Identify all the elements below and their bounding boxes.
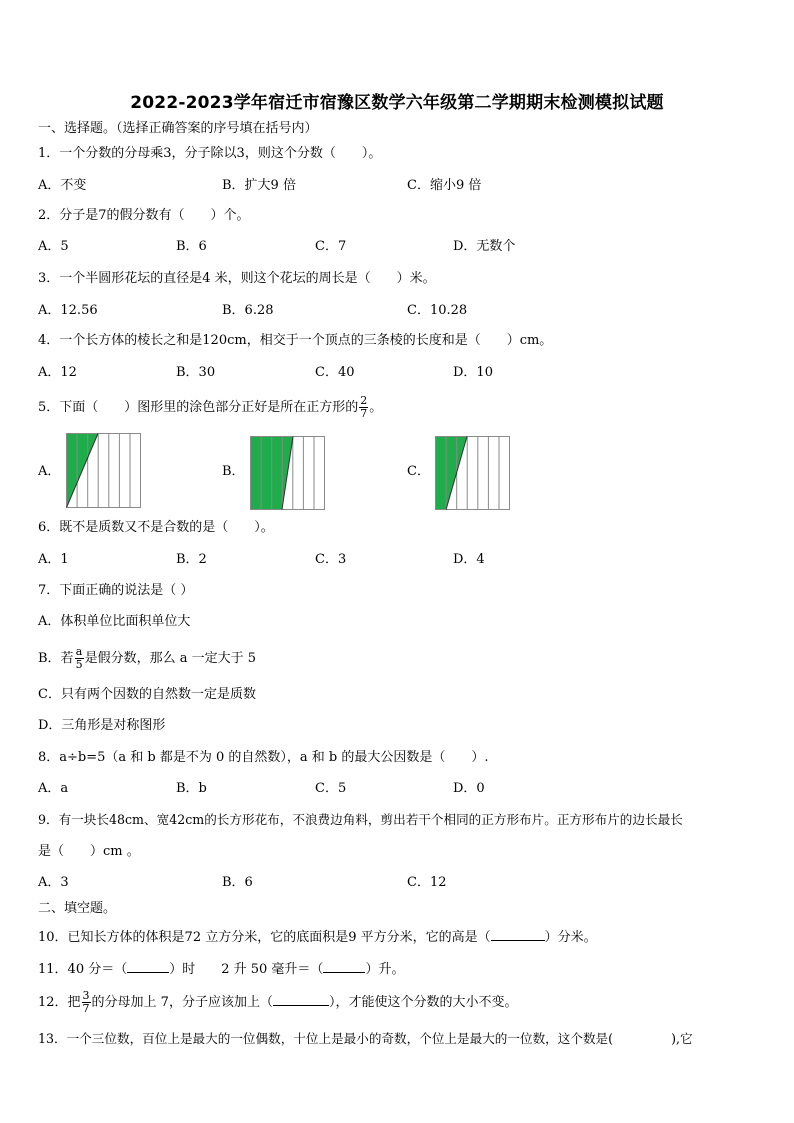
q8-option-b: B．b [176, 781, 207, 796]
q11-part-1: 11．40 分＝（ [38, 962, 128, 977]
section-heading-choice: 一、选择题。（选择正确答案的序号填在括号内） [38, 121, 318, 136]
q7-option-b-post: 是假分数，那么 a 一定大于 5 [84, 651, 256, 666]
question-9-line-2: 是（ ）cm 。 [38, 844, 140, 859]
q1-option-c: C．缩小9 倍 [407, 178, 482, 193]
q11-answer-blank-2[interactable] [323, 958, 365, 973]
q2-option-b: B．6 [176, 239, 207, 254]
q5-figure-a [66, 433, 142, 509]
q3-option-a: A．12.56 [38, 303, 98, 318]
q5-figure-c [435, 436, 511, 510]
question-4: 4．一个长方体的棱长之和是120cm，相交于一个顶点的三条棱的长度和是（ ）cm。 [38, 333, 553, 348]
q7-option-d: D．三角形是对称图形 [38, 718, 166, 733]
q12-mid: 的分母加上 7，分子应该加上（ [91, 995, 273, 1010]
q5-option-c: C． [407, 464, 430, 479]
q5-option-b: B． [222, 464, 245, 479]
q12-fraction [82, 990, 91, 1015]
q5-text-before: 5．下面（ ）图形里的涂色部分正好是所在正方形的 [38, 400, 359, 415]
q12-post: ），才能使这个分数的大小不变。 [328, 995, 518, 1010]
q11-part-3: ）升。 [365, 962, 405, 977]
q10-answer-blank[interactable] [491, 926, 545, 941]
q8-option-d: D．0 [453, 781, 485, 796]
q5-option-a: A． [38, 464, 61, 479]
q12-answer-blank[interactable] [273, 991, 329, 1006]
question-12 [38, 990, 517, 1015]
section-heading-fill: 二、填空题。 [38, 901, 117, 916]
q2-option-a: A．5 [38, 239, 69, 254]
q7-option-b-fraction [75, 646, 84, 671]
question-1: 1．一个分数的分母乘3，分子除以3，则这个分数（ ）。 [38, 146, 382, 161]
q7-option-b [38, 646, 256, 671]
question-5 [38, 395, 382, 420]
q9-option-c: C．12 [407, 875, 447, 890]
q1-option-a: A．不变 [38, 178, 87, 193]
question-11 [38, 958, 404, 979]
q11-part-2: ）时 2 升 50 毫升＝（ [169, 962, 324, 977]
q5-text-after: 。 [369, 400, 383, 415]
q7-frac-numerator: a [75, 645, 83, 658]
q9-option-a: A．3 [38, 875, 69, 890]
q4-option-c: C．40 [315, 365, 355, 380]
question-6: 6．既不是质数又不是合数的是（ ）。 [38, 520, 274, 535]
q13-pre: 13．一个三位数，百位上是最大的一位偶数，十位上是最小的奇数，个位上是最大的一位数，这个数是( [38, 1031, 614, 1046]
q12-pre: 12．把 [38, 995, 81, 1010]
q4-option-d: D．10 [453, 365, 493, 380]
q6-option-a: A．1 [38, 552, 69, 567]
question-9-line-1: 9．有一块长48cm、宽42cm的长方形花布，不浪费边角料，剪出若干个相同的正方形布片。正方形布片的边长最长 [38, 812, 683, 827]
question-10 [38, 926, 597, 947]
q2-option-c: C．7 [315, 239, 347, 254]
q2-option-d: D．无数个 [453, 239, 516, 254]
q9-option-b: B．6 [222, 875, 253, 890]
q8-option-a: A．a [38, 781, 69, 796]
q5-figure-b [250, 436, 326, 510]
q3-option-c: C．10.28 [407, 303, 468, 318]
q7-option-b-pre: B．若 [38, 651, 74, 666]
q7-option-a: A．体积单位比面积单位大 [38, 614, 191, 629]
q5-frac-numerator: 2 [360, 394, 368, 407]
q12-frac-numerator: 3 [82, 989, 90, 1002]
question-3: 3．一个半圆形花坛的直径是4 米，则这个花坛的周长是（ ）米。 [38, 271, 436, 286]
q6-option-b: B．2 [176, 552, 207, 567]
q5-figure-c-shaded [436, 437, 468, 510]
q12-frac-denominator: 7 [82, 1002, 90, 1015]
q8-option-c: C．5 [315, 781, 347, 796]
q1-option-b: B．扩大9 倍 [222, 178, 296, 193]
q3-option-b: B．6.28 [222, 303, 274, 318]
q7-option-c: C．只有两个因数的自然数一定是质数 [38, 687, 256, 702]
question-13 [38, 1030, 693, 1048]
question-2: 2．分子是7的假分数有（ ）个。 [38, 208, 250, 223]
q5-fraction [359, 395, 368, 420]
q5-frac-denominator: 7 [360, 407, 368, 420]
question-8: 8．a÷b=5（a 和 b 都是不为 0 的自然数），a 和 b 的最大公因数是（ ）. [38, 750, 489, 765]
q10-post: ）分米。 [544, 930, 597, 945]
q11-answer-blank-1[interactable] [127, 958, 169, 973]
q10-pre: 10．已知长方体的体积是72 立方分米，它的底面积是9 平方分米，它的高是（ [38, 930, 491, 945]
q4-option-a: A．12 [38, 365, 77, 380]
q13-post: ),它 [671, 1031, 693, 1046]
page-title: 2022-2023学年宿迁市宿豫区数学六年级第二学期期末检测模拟试题 [130, 93, 664, 113]
question-7: 7．下面正确的说法是（ ） [38, 583, 194, 598]
q7-frac-denominator: 5 [75, 658, 83, 671]
q6-option-c: C．3 [315, 552, 347, 567]
q4-option-b: B．30 [176, 365, 216, 380]
q6-option-d: D．4 [453, 552, 485, 567]
